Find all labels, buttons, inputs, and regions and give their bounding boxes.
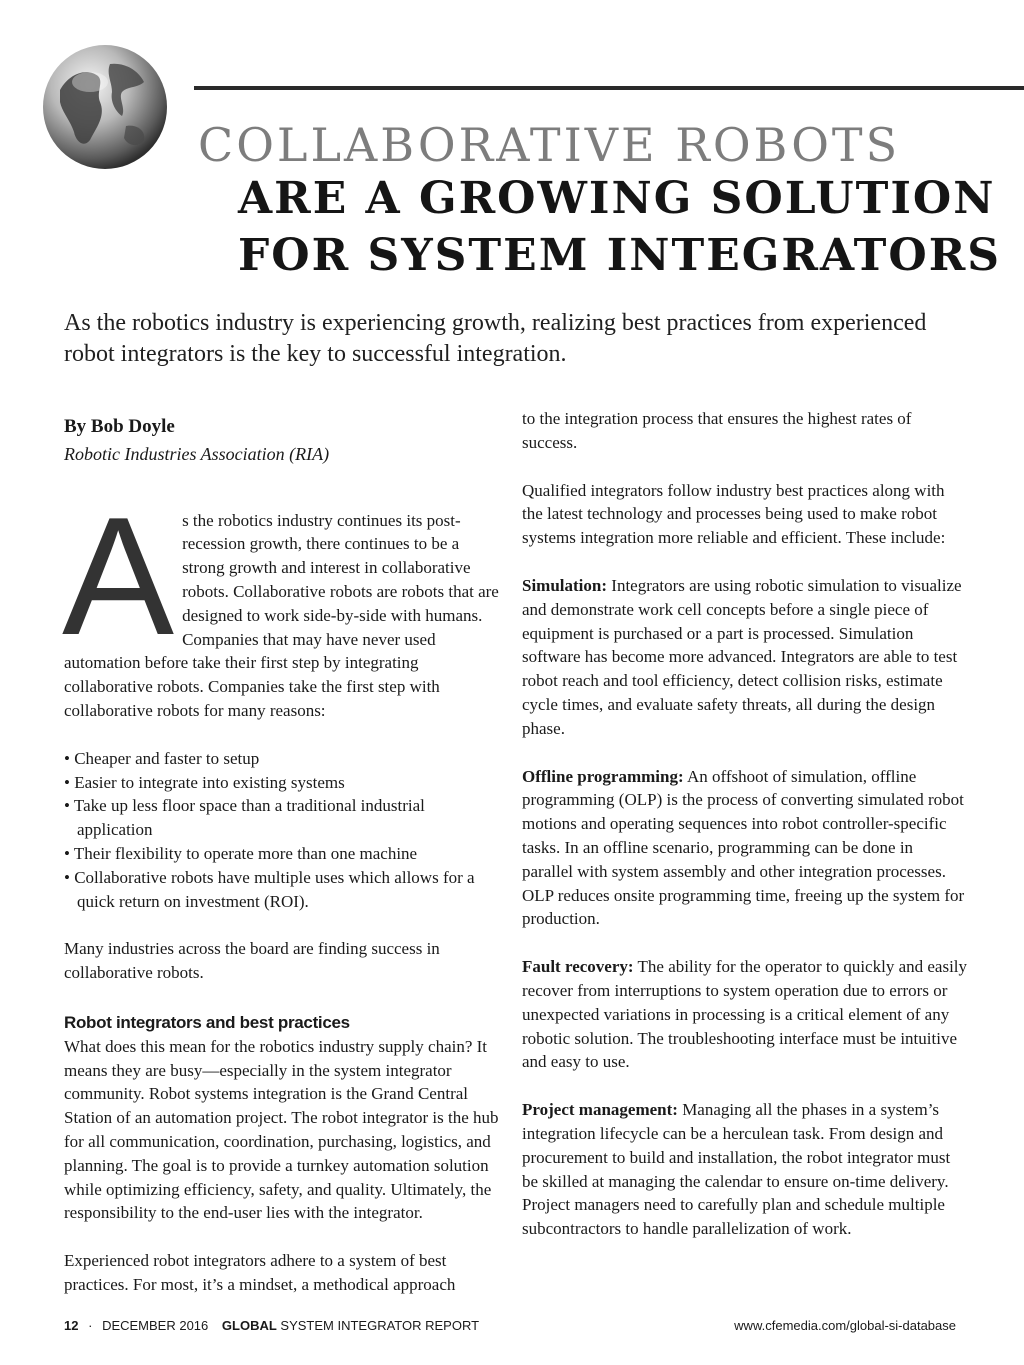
publication-name: SYSTEM INTEGRATOR REPORT <box>280 1318 480 1333</box>
author-organization: Robotic Industries Association (RIA) <box>64 443 330 464</box>
section-text: An offshoot of simulation, offline programming (OLP) is the process of converting simulated robot motions and operating sequences into robot controller-specific tasks. In an offline scenario, programming can be done in parallel with system assembly and other integration processes. OLP reduces onsite programming time, freeing up the system for production. <box>522 766 965 929</box>
section-heading: Project management: <box>522 1100 678 1120</box>
right-column <box>522 407 968 1241</box>
drop-cap: A <box>62 481 175 670</box>
list-item: • Collaborative robots have multiple uses which allows for a quick return on investment (ROI). <box>64 866 504 914</box>
qualified-paragraph: Qualified integrators follow industry best practices along with the latest technology and processes being used to make robot systems integration more reliable and efficient. These include: <box>522 480 946 548</box>
list-item: • Easier to integrate into existing systems <box>64 771 504 795</box>
header-rule <box>194 86 1024 90</box>
globe-icon <box>40 42 170 172</box>
section-heading: Offline programming: <box>522 766 684 786</box>
section-subhead: Robot integrators and best practices <box>64 1012 350 1032</box>
issue-date: DECEMBER 2016 <box>102 1318 209 1333</box>
section-heading: Fault recovery: <box>522 957 634 977</box>
section-text: Managing all the phases in a system’s integration lifecycle can be a herculean task. From design and procurement to build and installation, the robot integrator must be skilled at managing the calendar to ensure on-time delivery. Project managers need to carefully plan and schedule multiple subcontractors to handle parallelization of work. <box>522 1100 951 1239</box>
continuation-paragraph: to the integration process that ensures the highest rates of success. <box>522 409 912 452</box>
intro-text: s the robotics industry continues its post-recession growth, there continues to be a strong growth and interest in collaborative robots. Collaborative robots are robots that are designed to work side-by-side with humans. Companies that may have never used automation before take their first step by integrating collaborative robots. Companies take the first step with collaborative robots for many reasons: <box>64 510 499 720</box>
section-heading: Simulation: <box>522 575 608 595</box>
industries-paragraph: Many industries across the board are finding success in collaborative robots. <box>64 939 440 983</box>
left-column <box>64 415 504 1297</box>
page-number: 12 <box>64 1318 79 1333</box>
section-text: The ability for the operator to quickly and easily recover from interruptions to system operation due to errors or unexpected variations in processing is a critical element of any robotic solution. The troubleshooting interface must be intuitive and easy to use. <box>522 957 968 1072</box>
title-line-1: COLLABORATIVE ROBOTS <box>198 118 901 172</box>
list-item: • Cheaper and faster to setup <box>64 747 504 771</box>
supply-chain-paragraph: What does this mean for the robotics industry supply chain? It means they are busy—especially in the system integrator community. Robot systems integration is the Grand Central Station of an automation project. The robot integrator is the hub for all communication, coordination, purchasing, logistics, and planning. The goal is to provide a turnkey automation solution while optimizing efficiency, safety, and quality. Ultimately, the responsibility to the end-user lies with the integrator. <box>64 1036 499 1223</box>
section-text: Integrators are using robotic simulation to visualize and demonstrate work cell concepts before a single piece of equipment is purchased or a part is processed. Simulation software has become more advanced. Integrators are able to test robot reach and tool efficiency, detect collision risks, estimate cycle times, and evaluate safety threats, all during the design phase. <box>522 575 962 738</box>
deck-subtitle: As the robotics industry is experiencing growth, realizing best practices from experienced robot integrators is the key to successful integration. <box>64 310 927 367</box>
list-item: • Their flexibility to operate more than one machine <box>64 842 504 866</box>
title-line-2: ARE A GROWING SOLUTION <box>238 173 996 224</box>
footer-folio <box>64 1318 479 1333</box>
author-name: By Bob Doyle <box>64 416 175 437</box>
offline-programming-section <box>522 765 968 932</box>
intro-paragraph <box>62 481 504 723</box>
footer-url: www.cfemedia.com/global-si-database <box>734 1318 956 1333</box>
project-management-section <box>522 1098 968 1241</box>
footer-separator: · <box>88 1318 93 1333</box>
benefits-list <box>64 747 504 914</box>
list-item: • Take up less floor space than a traditional industrial application <box>64 794 504 842</box>
simulation-section <box>522 574 968 741</box>
experienced-paragraph: Experienced robot integrators adhere to a system of best practices. For most, it’s a mindset, a methodical approach <box>64 1251 456 1294</box>
title-line-3: FOR SYSTEM INTEGRATORS <box>238 230 1002 281</box>
publication-name-bold: GLOBAL <box>221 1318 277 1333</box>
fault-recovery-section <box>522 955 968 1074</box>
